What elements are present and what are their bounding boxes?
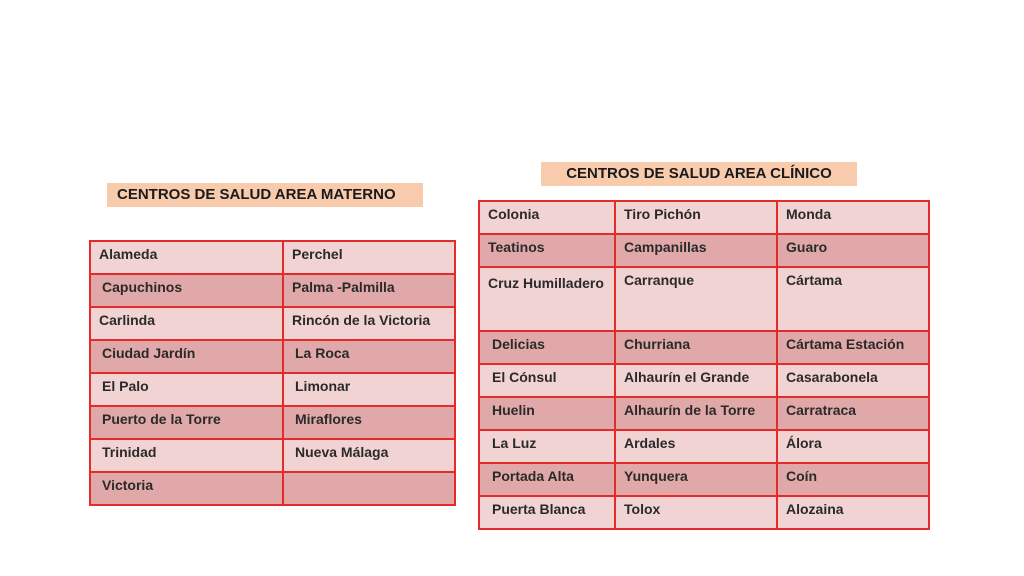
table-row <box>479 463 929 496</box>
table-cell: Casarabonela <box>777 364 929 397</box>
table-cell: Perchel <box>283 241 455 274</box>
table-cell: Tiro Pichón <box>615 201 777 234</box>
table-row <box>90 340 455 373</box>
table-cell: Colonia <box>479 201 615 234</box>
materno-health-centers-table <box>89 240 456 506</box>
table-row <box>479 234 929 267</box>
table-cell: Huelin <box>479 397 615 430</box>
table-row <box>90 472 455 505</box>
clinico-table-title: CENTROS DE SALUD AREA CLÍNICO <box>541 162 857 186</box>
table-cell: Victoria <box>90 472 283 505</box>
clinico-health-centers-table <box>478 200 930 530</box>
table-cell: Guaro <box>777 234 929 267</box>
table-cell: Nueva Málaga <box>283 439 455 472</box>
table-cell: Cártama Estación <box>777 331 929 364</box>
table-cell: Rincón de la Victoria <box>283 307 455 340</box>
table-row <box>90 439 455 472</box>
table-cell: La Luz <box>479 430 615 463</box>
table-row <box>479 496 929 529</box>
table-cell: Monda <box>777 201 929 234</box>
table-cell: Limonar <box>283 373 455 406</box>
table-cell: El Palo <box>90 373 283 406</box>
table-cell: Ardales <box>615 430 777 463</box>
table-cell <box>283 472 455 505</box>
table-cell: Alozaina <box>777 496 929 529</box>
table-row <box>90 274 455 307</box>
table-row <box>90 373 455 406</box>
table-row <box>90 307 455 340</box>
table-cell: Carratraca <box>777 397 929 430</box>
table-cell: El Cónsul <box>479 364 615 397</box>
table-cell: Portada Alta <box>479 463 615 496</box>
table-cell: Teatinos <box>479 234 615 267</box>
table-cell: Álora <box>777 430 929 463</box>
table-cell: Campanillas <box>615 234 777 267</box>
table-cell: Carlinda <box>90 307 283 340</box>
table-cell: Capuchinos <box>90 274 283 307</box>
table-cell: Alhaurín el Grande <box>615 364 777 397</box>
table-cell: Delicias <box>479 331 615 364</box>
table-cell: Cártama <box>777 267 929 331</box>
table-cell: Palma -Palmilla <box>283 274 455 307</box>
table-cell: La Roca <box>283 340 455 373</box>
table-cell: Cruz Humilladero <box>479 267 615 331</box>
table-cell: Miraflores <box>283 406 455 439</box>
table-cell: Tolox <box>615 496 777 529</box>
table-cell: Yunquera <box>615 463 777 496</box>
table-cell: Ciudad Jardín <box>90 340 283 373</box>
table-cell: Churriana <box>615 331 777 364</box>
table-row <box>90 241 455 274</box>
table-row <box>479 364 929 397</box>
table-cell: Coín <box>777 463 929 496</box>
table-row <box>479 397 929 430</box>
table-row <box>479 430 929 463</box>
table-row <box>479 201 929 234</box>
table-cell: Alhaurín de la Torre <box>615 397 777 430</box>
table-cell: Puerta Blanca <box>479 496 615 529</box>
table-cell: Carranque <box>615 267 777 331</box>
table-cell: Alameda <box>90 241 283 274</box>
table-cell: Trinidad <box>90 439 283 472</box>
materno-table-title: CENTROS DE SALUD AREA MATERNO <box>107 183 423 207</box>
table-row <box>90 406 455 439</box>
table-row <box>479 331 929 364</box>
table-row <box>479 267 929 331</box>
table-cell: Puerto de la Torre <box>90 406 283 439</box>
